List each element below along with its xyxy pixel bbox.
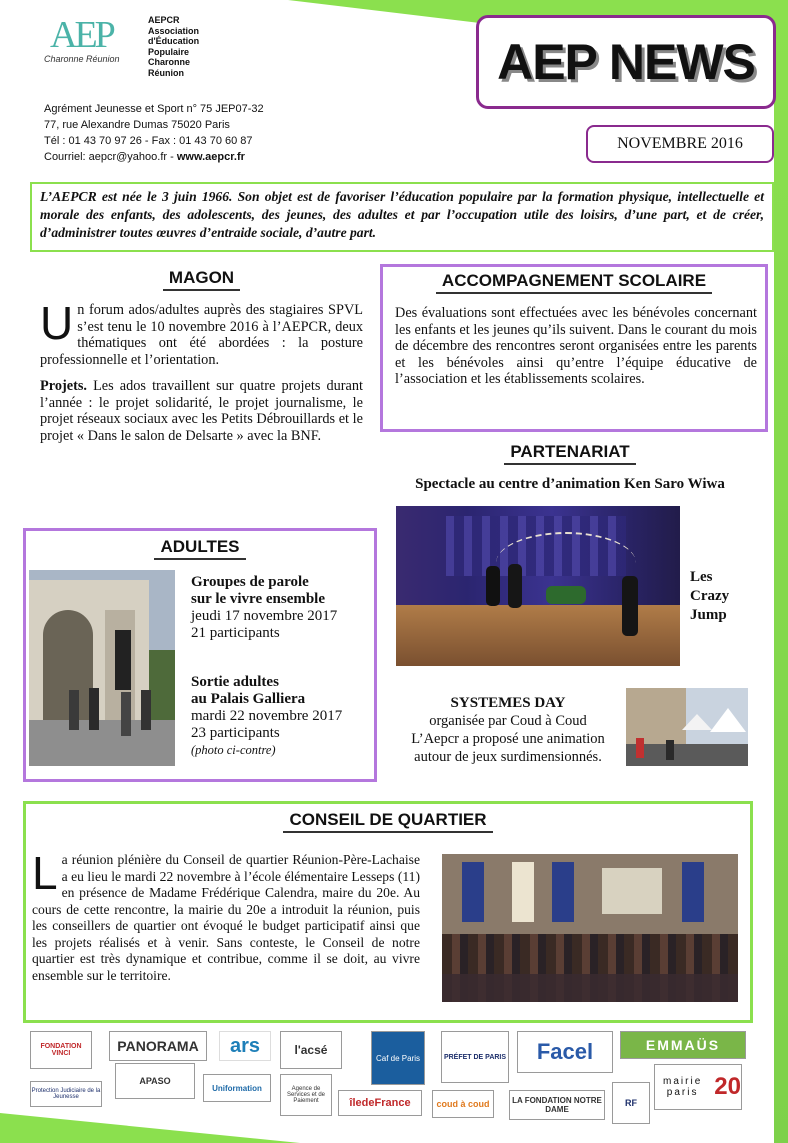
conseil-meeting-photo [442, 854, 738, 1002]
logo-iledefrance: îledeFrance [338, 1090, 422, 1116]
logo-facel: Facel [517, 1031, 613, 1073]
adultes-title: ADULTES [26, 537, 374, 557]
logo-marianne: RF [612, 1082, 650, 1124]
logo-fondation-vinci: FONDATION VINCI [30, 1031, 92, 1069]
magon-section [40, 268, 363, 444]
adultes-event-2: Sortie adultes au Palais Galliera mardi 22 novembre 2017 23 participants (photo ci-contre) [191, 674, 343, 757]
intro-text: L’AEPCR est née le 3 juin 1966. Son objet est de favoriser l’éducation populaire par la formation physique, intellectuelle et morale des enfants, des adolescents, des jeunes, des adultes et par l’occupation utile des loisirs, d’une part, et de créer, d’administrer toutes œuvres d’entraide sociale, d’autre part. [40, 189, 764, 240]
logo-mairie-paris-20: mairie paris 20 [654, 1064, 742, 1110]
logo-emmaus: EMMAÜS [620, 1031, 746, 1059]
logo-caf: Caf de Paris [371, 1031, 425, 1085]
intro-box [30, 182, 774, 252]
crazy-jump-photo [396, 506, 680, 666]
website-link[interactable]: www.aepcr.fr [176, 151, 245, 163]
magon-projects: Projets. Les ados travaillent sur quatre projets durant l’année : le projet solidarité, le projet journalisme, le projet réseaux sociaux avec les Petits Débrouillards et le projet « Dans le salon de Delsarte » avec la BNF. [40, 378, 363, 444]
logo-prefet-paris: PRÉFET DE PARIS [441, 1031, 509, 1083]
accompagnement-title: ACCOMPAGNEMENT SCOLAIRE [383, 271, 765, 291]
contact-info: Agrément Jeunesse et Sport n° 75 JEP07-32 77, rue Alexandre Dumas 75020 Paris Tél : 01 43 70 97 26 - Fax : 01 43 70 60 87 Courriel: aepcr@yahoo.fr - www.aepcr.fr [44, 103, 264, 163]
newsletter-title-box [476, 15, 776, 109]
aep-logo-subtitle: Charonne Réunion [44, 54, 120, 64]
logo-agence-services-paiement: Agence de Services et de Paiement [280, 1074, 332, 1116]
green-swoosh-right [774, 0, 788, 1143]
green-swoosh-bottom [0, 1113, 300, 1143]
magon-dropcap: U [40, 297, 74, 349]
conseil-title: CONSEIL DE QUARTIER [26, 810, 750, 830]
logo-fondation-notre-dame: LA FONDATION NOTRE DAME [509, 1090, 605, 1120]
logo-ars: ars [219, 1031, 271, 1061]
systemes-day-text: SYSTEMES DAY organisée par Coud à Coud L’Aepcr a proposé une animation autour de jeux surdimensionnés. [411, 695, 605, 765]
logo-pjj: Protection Judiciaire de la Jeunesse [30, 1081, 102, 1107]
aep-logo-mark: AEP [50, 14, 113, 56]
adultes-event-1: Groupes de parole sur le vivre ensemble jeudi 17 novembre 2017 21 participants [191, 574, 338, 641]
magon-text: U n forum ados/adultes auprès des stagiaires SPVL s’est tenu le 10 novembre 2016 à l’AEPCR, deux thématiques ont été abordées : la posture professionnelle et l’orientation. [40, 297, 363, 368]
palais-galliera-photo [29, 570, 175, 766]
logo-uniformation: Uniformation [203, 1074, 271, 1102]
logo-panorama: PANORAMA [109, 1031, 207, 1061]
partenariat-section [380, 442, 760, 493]
accompagnement-text: Des évaluations sont effectuées avec les bénévoles concernant les enfants et les jeunes qu’ils suivent. Dans le courant du mois de décembre des rencontres seront organisées entre les parents et les bénévoles ainsi qu’entre l’équipe éducative de l’association et les établissements scolaires. [395, 305, 757, 387]
partenariat-subtitle: Spectacle au centre d’animation Ken Saro Wiwa [415, 476, 725, 492]
association-name: AEPCR Association d'Éducation Populaire Charonne Réunion [148, 15, 200, 78]
issue-date-box [586, 125, 774, 163]
aep-logo [44, 16, 134, 68]
conseil-dropcap: L [32, 847, 58, 899]
magon-title: MAGON [40, 268, 363, 288]
issue-date: NOVEMBRE 2016 [617, 135, 743, 152]
logo-acse: l'acsé [280, 1031, 342, 1069]
crazy-jump-caption: Les Crazy Jump [690, 569, 730, 623]
systemes-day-photo [626, 688, 748, 766]
logo-coud-a-coud: coud à coud [432, 1090, 494, 1118]
partenariat-title: PARTENARIAT [380, 442, 760, 462]
newsletter-title: AEP NEWS [497, 34, 755, 90]
accompagnement-box [380, 264, 768, 432]
conseil-text: L a réunion plénière du Conseil de quartier Réunion-Père-Lachaise a eu lieu le mardi 22 novembre à l’école élémentaire Lesseps (11) en présence de Madame Frédérique Calendra, maire du 20e. Au cours de cette rencontre, la mairie du 20e a introduit la réunion, puis les conseillers de quartier ont évoqué le budget participatif ainsi que les projets réalisés et à venir. Sans conteste, le Conseil de notre quartier est très dynamique et contribue, comme il se doit, au vivre ensemble sur le territoire. [32, 847, 420, 983]
logo-apaso: APASO [115, 1063, 195, 1099]
